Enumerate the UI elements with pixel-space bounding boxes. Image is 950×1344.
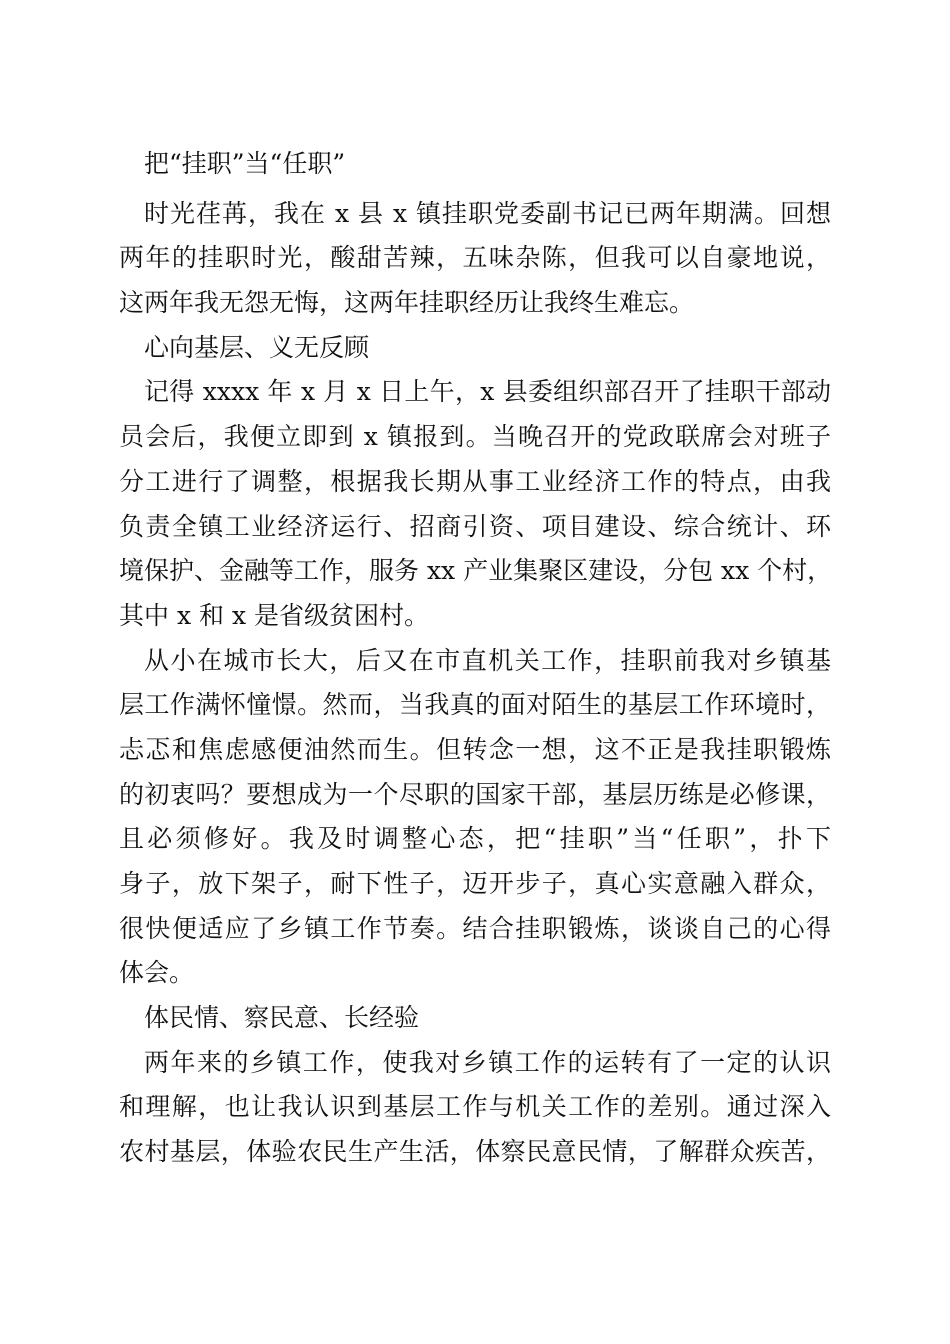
text-line: 时光荏苒，我在 x 县 x 镇挂职党委副书记已两年期满。回想: [144, 198, 831, 228]
document-page: [119, 142, 831, 1175]
paragraph: [119, 370, 831, 638]
text-line: 从小在城市长大，后又在市直机关工作，挂职前我对乡镇基: [144, 645, 831, 675]
text-line: 负责全镇工业经济运行、招商引资、项目建设、综合统计、环: [119, 511, 831, 541]
text-line: 且必须修好。我及时调整心态，把“挂职”当“任职”，扑下: [119, 824, 831, 854]
section-heading: [119, 326, 831, 371]
text-line: 的初衷吗？要想成为一个尽职的国家干部，基层历练是必修课，: [119, 779, 831, 809]
text-line: 和理解，也让我认识到基层工作与机关工作的差别。通过深入: [119, 1092, 831, 1122]
text-line: 两年的挂职时光，酸甜苦辣，五味杂陈，但我可以自豪地说，: [119, 243, 831, 273]
text-line: 体会。: [119, 958, 195, 988]
paragraph: [119, 639, 831, 997]
text-line: 记得 xxxx 年 x 月 x 日上午，x 县委组织部召开了挂职干部动: [144, 377, 831, 407]
paragraph: [119, 192, 831, 326]
text-line: 忐忑和焦虑感便油然而生。但转念一想，这不正是我挂职锻炼: [119, 734, 831, 764]
text-line: 身子，放下架子，耐下性子，迈开步子，真心实意融入群众，: [119, 869, 831, 898]
text-line: 分工进行了调整，根据我长期从事工业经济工作的特点，由我: [119, 466, 831, 496]
text-line: 员会后，我便立即到 x 镇报到。当晚召开的党政联席会对班子: [119, 422, 831, 452]
section-heading: [119, 996, 831, 1041]
document-title: 把“挂职”当“任职”: [144, 149, 346, 178]
heading-line: 心向基层、义无反顾: [144, 332, 370, 362]
text-line: 层工作满怀憧憬。然而，当我真的面对陌生的基层工作环境时，: [119, 690, 831, 720]
document-body: [119, 192, 831, 1175]
text-line: 很快便适应了乡镇工作节奏。结合挂职锻炼，谈谈自己的心得: [119, 913, 831, 943]
heading-line: 体民情、察民意、长经验: [144, 1003, 420, 1033]
text-line: 农村基层，体验农民生产生活，体察民意民情，了解群众疾苦，: [119, 1137, 831, 1167]
text-line: 其中 x 和 x 是省级贫困村。: [119, 600, 429, 630]
paragraph: [119, 1041, 831, 1175]
text-line: 境保护、金融等工作，服务 xx 产业集聚区建设，分包 xx 个村，: [119, 556, 833, 586]
text-line: 两年来的乡镇工作，使我对乡镇工作的运转有了一定的认识: [144, 1047, 831, 1077]
text-line: 这两年我无怨无悔，这两年挂职经历让我终生难忘。: [119, 288, 695, 318]
